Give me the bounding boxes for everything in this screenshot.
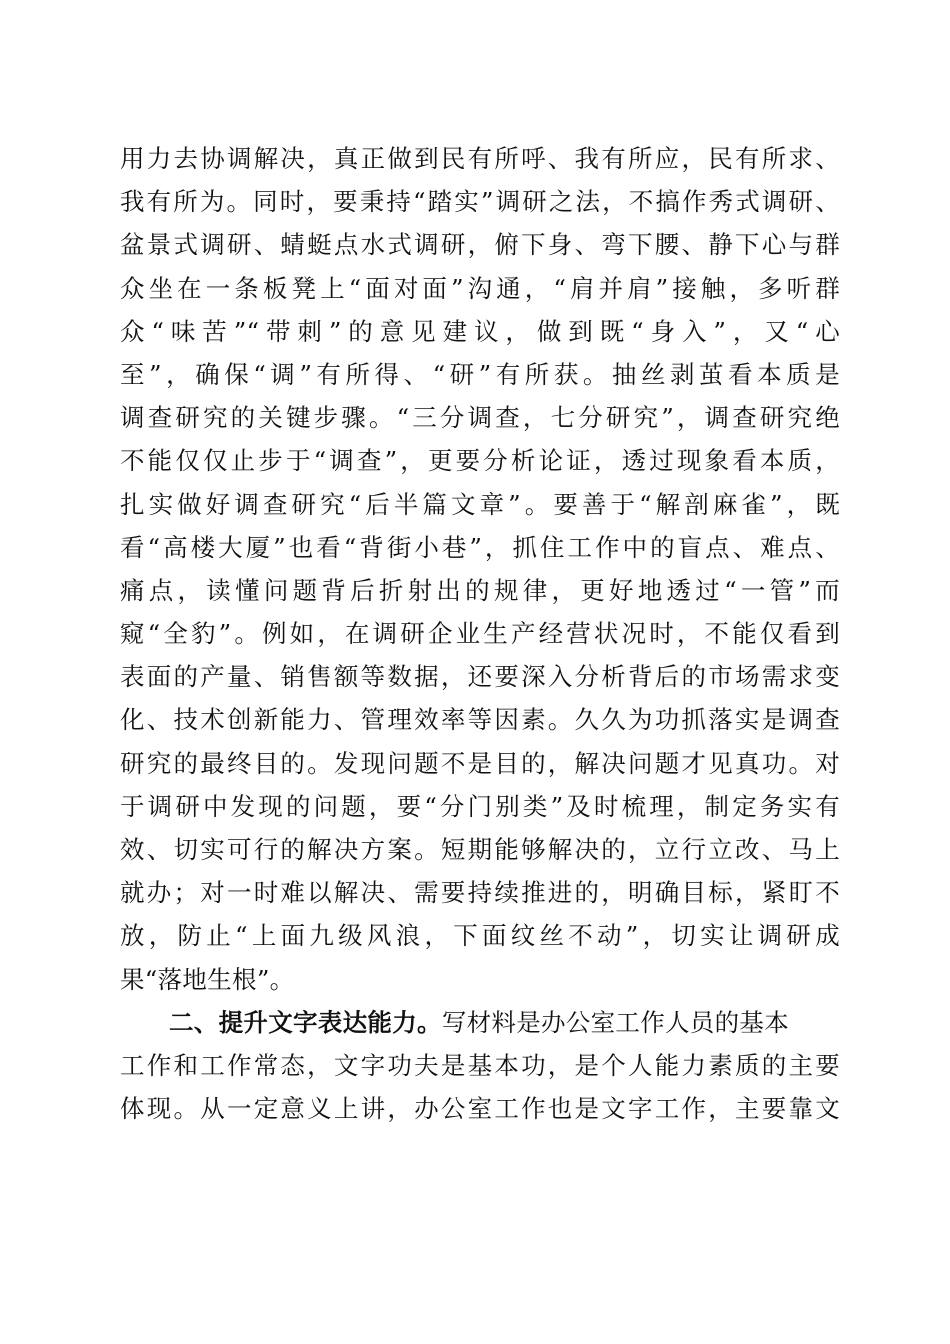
text-line: 研究的最终目的。发现问题不是目的，解决问题才见真功。对 (120, 748, 840, 778)
text-line: 窥“全豹”。例如，在调研企业生产经营状况时，不能仅看到 (120, 619, 840, 649)
section-heading-line (120, 1001, 840, 1044)
text-line: 体现。从一定意义上讲，办公室工作也是文字工作，主要靠文 (120, 1094, 840, 1124)
text-line: 看“高楼大厦”也看“背街小巷”，抓住工作中的盲点、难点、 (120, 532, 840, 562)
text-line: 工作和工作常态，文字功夫是基本功，是个人能力素质的主要 (120, 1050, 840, 1080)
section-heading: 二、提升文字表达能力。 (169, 1007, 442, 1037)
text-line: 众“味苦”“带刺”的意见建议，做到既“身入”，又“心 (120, 316, 840, 346)
text-line: 盆景式调研、蜻蜓点水式调研，俯下身、弯下腰、静下心与群 (120, 230, 840, 260)
text-line: 效、切实可行的解决方案。短期能够解决的，立行立改、马上 (120, 835, 840, 864)
text-line: 我有所为。同时，要秉持“踏实”调研之法，不搞作秀式调研、 (120, 187, 840, 217)
section-heading-rest: 写材料是办公室工作人员的基本 (441, 1007, 790, 1037)
text-line: 就办；对一时难以解决、需要持续推进的，明确目标，紧盯不 (120, 878, 840, 908)
text-line: 于调研中发现的问题，要“分门别类”及时梳理，制定务实有 (120, 791, 840, 821)
text-line: 表面的产量、销售额等数据，还要深入分析背后的市场需求变 (120, 662, 840, 692)
text-line: 放，防止“上面九级风浪，下面纹丝不动”，切实让调研成 (120, 921, 840, 951)
text-line: 不能仅仅止步于“调查”，更要分析论证，透过现象看本质， (120, 446, 840, 476)
text-line: 调查研究的关键步骤。“三分调查，七分研究”，调查研究绝 (120, 403, 840, 433)
text-line: 众坐在一条板凳上“面对面”沟通，“肩并肩”接触，多听群 (120, 273, 840, 303)
text-line: 果“落地生根”。 (120, 964, 295, 994)
text-line: 用力去协调解决，真正做到民有所呼、我有所应，民有所求、 (120, 144, 840, 173)
text-line: 化、技术创新能力、管理效率等因素。久久为功抓落实是调查 (120, 705, 840, 735)
text-line: 至”，确保“调”有所得、“研”有所获。抽丝剥茧看本质是 (120, 359, 840, 389)
body-text (120, 137, 840, 1130)
text-line: 痛点，读懂问题背后折射出的规律，更好地透过“一管”而 (120, 575, 840, 605)
text-line: 扎实做好调查研究“后半篇文章”。要善于“解剖麻雀”，既 (120, 489, 840, 519)
